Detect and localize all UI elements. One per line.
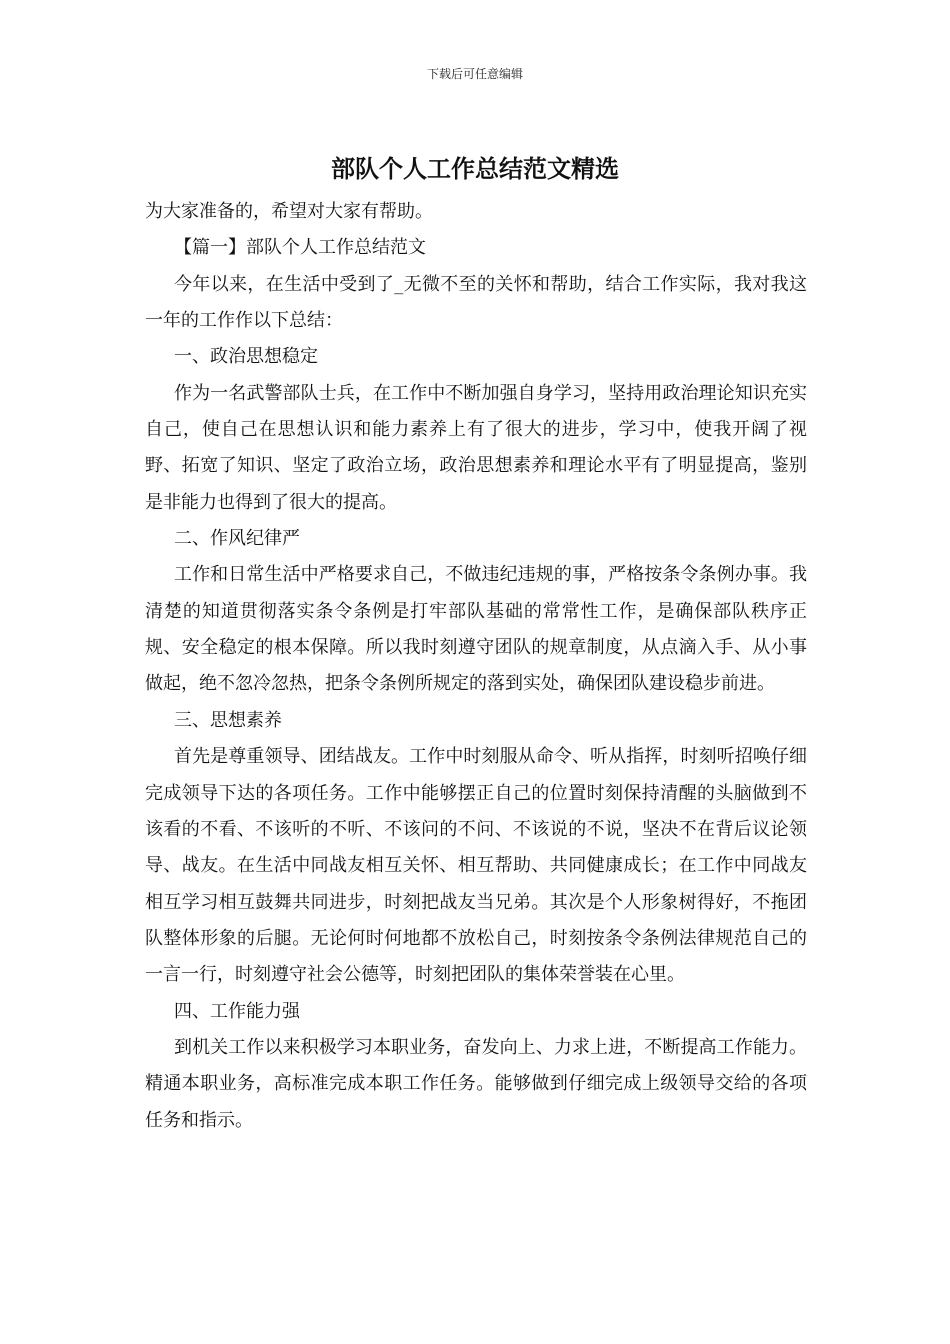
heading-work-ability: 四、工作能力强 <box>174 1000 300 1022</box>
paragraph-opening: 今年以来，在生活中受到了_无微不至的关怀和帮助，结合工作实际，我对我这一年的工作作以下总结： <box>145 273 807 332</box>
paragraph-intro: 为大家准备的，希望对大家有帮助。 <box>145 201 433 222</box>
heading-discipline: 二、作风纪律严 <box>174 528 300 550</box>
document-body <box>145 194 807 1139</box>
paragraph-section-heading: 【篇一】部队个人工作总结范文 <box>174 237 426 259</box>
heading-political-thought: 一、政治思想稳定 <box>174 346 318 368</box>
header-note: 下载后可任意编辑 <box>426 67 523 81</box>
paragraph-work-ability: 到机关工作以来积极学习本职业务，奋发向上、力求上进，不断提高工作能力。精通本职业务，高标准完成本职工作任务。能够做到仔细完成上级领导交给的各项任务和指示。 <box>145 1036 807 1131</box>
document-title: 部队个人工作总结范文精选 <box>331 154 619 183</box>
heading-ideological-quality: 三、思想素养 <box>174 709 282 731</box>
paragraph-political-thought: 作为一名武警部队士兵，在工作中不断加强自身学习，坚持用政治理论知识充实自己，使自己在思想认识和能力素养上有了很大的进步，学习中，使我开阔了视野、拓宽了知识、坚定了政治立场，政治思想素养和理论水平有了明显提高，鉴别是非能力也得到了很大的提高。 <box>145 382 807 513</box>
paragraph-discipline: 工作和日常生活中严格要求自己，不做违纪违规的事，严格按条令条例办事。我清楚的知道贯彻落实条令条例是打牢部队基础的常常性工作，是确保部队秩序正规、安全稳定的根本保障。所以我时刻遵守团队的规章制度，从点滴入手、从小事做起，绝不忽冷忽热，把条令条例所规定的落到实处，确保团队建设稳步前进。 <box>145 564 807 695</box>
paragraph-ideological-quality: 首先是尊重领导、团结战友。工作中时刻服从命令、听从指挥，时刻听招唤仔细完成领导下达的各项任务。工作中能够摆正自己的位置时刻保持清醒的头脑做到不该看的不看、不该听的不听、不该问的不问、不该说的不说，坚决不在背后议论领导、战友。在生活中同战友相互关怀、相互帮助、共同健康成长；在工作中同战友相互学习相互鼓舞共同进步，时刻把战友当兄弟。其次是个人形象树得好，不拖团队整体形象的后腿。无论何时何地都不放松自己，时刻按条令条例法律规范自己的一言一行，时刻遵守社会公德等，时刻把团队的集体荣誉装在心里。 <box>145 746 807 986</box>
